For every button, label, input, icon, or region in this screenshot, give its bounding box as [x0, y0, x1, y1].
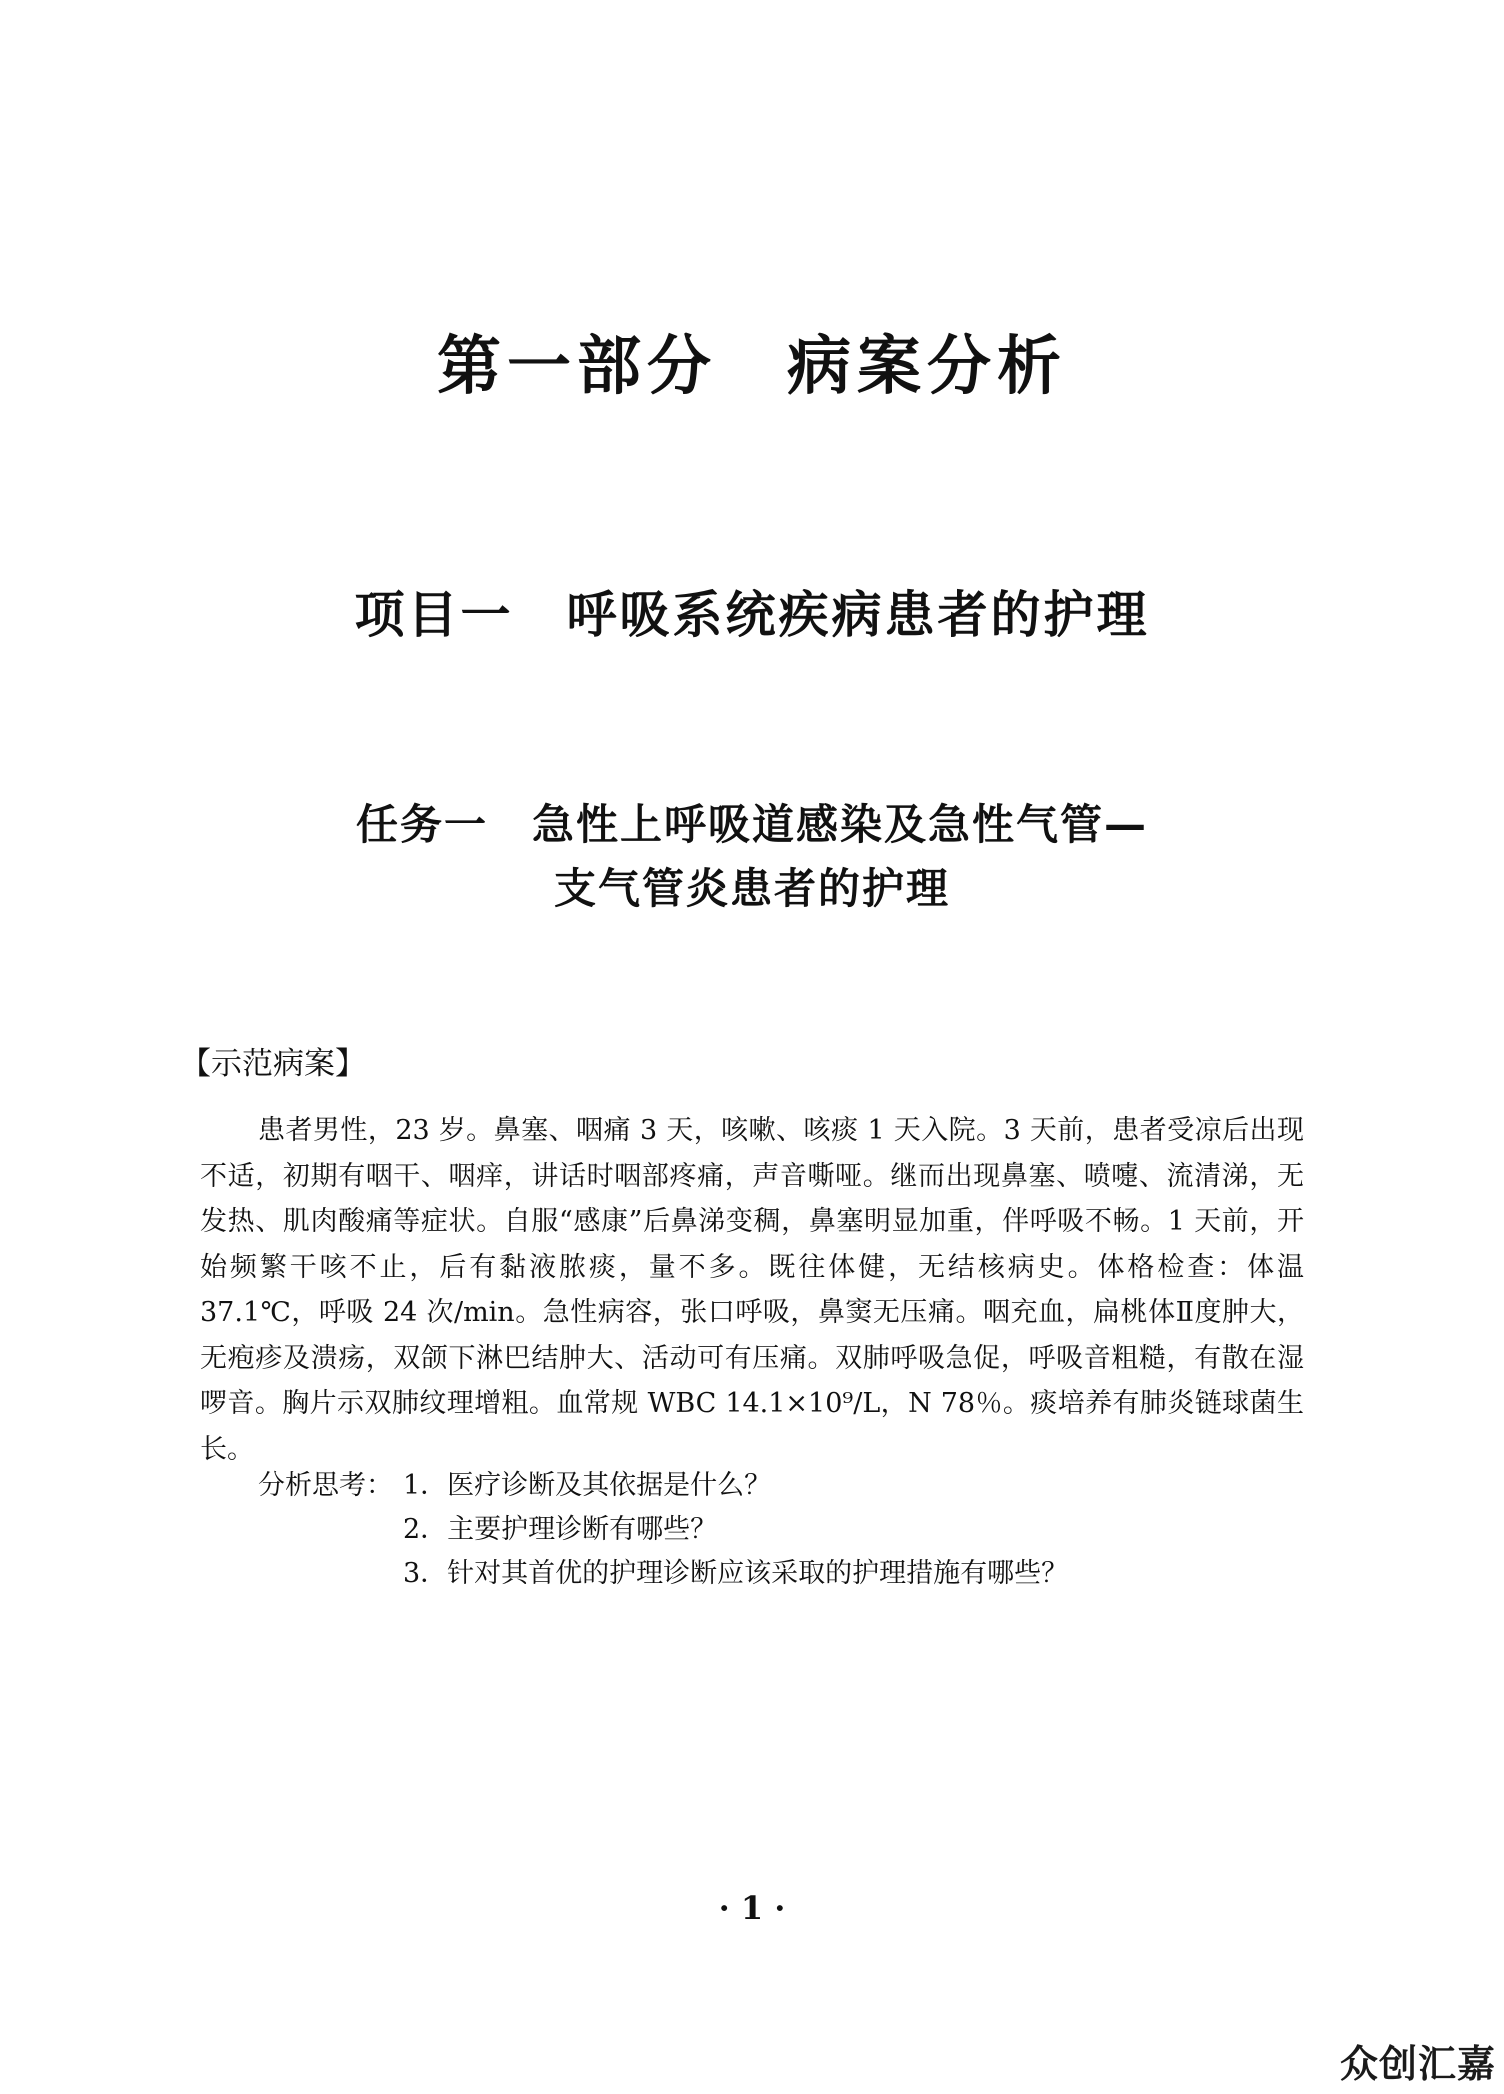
question-row	[258, 1552, 1068, 1596]
project-title: 项目一 呼吸系统疾病患者的护理	[354, 585, 1150, 644]
question-item: 3．针对其首优的护理诊断应该采取的护理措施有哪些？	[403, 1558, 1069, 1589]
question-indent	[258, 1552, 403, 1596]
task-title-line-1: 任务一 急性上呼吸道感染及急性气管—	[355, 800, 1148, 849]
task-title-line-2: 支气管炎患者的护理	[553, 864, 950, 913]
question-row	[258, 1464, 1068, 1508]
section-label: 【示范病案】	[180, 1046, 366, 1082]
question-item: 2．主要护理诊断有哪些？	[403, 1514, 718, 1545]
questions-prefix: 分析思考：	[258, 1470, 393, 1501]
watermark-logo: 众创汇嘉	[1339, 2042, 1496, 2086]
part-title: 第一部分 病案分析	[437, 330, 1067, 404]
analysis-questions	[258, 1464, 1068, 1596]
question-row	[258, 1508, 1068, 1552]
question-item: 1．医疗诊断及其依据是什么？	[403, 1470, 772, 1501]
question-indent	[258, 1508, 403, 1552]
task-title	[0, 793, 1504, 921]
page-number: · 1 ·	[718, 1889, 786, 1927]
case-paragraph: 患者男性，23 岁。鼻塞、咽痛 3 天，咳嗽、咳痰 1 天入院。3 天前，患者受凉后出现不适，初期有咽干、咽痒，讲话时咽部疼痛，声音嘶哑。继而出现鼻塞、喷嚏、流清涕，无发热、肌肉酸痛等症状。自服“感康”后鼻涕变稠，鼻塞明显加重，伴呼吸不畅。1 天前，开始频繁干咳不止，后有黏液脓痰，量不多。既往体健，无结核病史。体格检查：体温 37.1℃，呼吸 24 次/min。急性病容，张口呼吸，鼻窦无压痛。咽充血，扁桃体Ⅱ度肿大，无疱疹及溃疡，双颌下淋巴结肿大、活动可有压痛。双肺呼吸急促，呼吸音粗糙，有散在湿啰音。胸片示双肺纹理增粗。血常规 WBC 14.1×10⁹/L，N 78％。痰培养有肺炎链球菌生长。	[200, 1115, 1304, 1465]
